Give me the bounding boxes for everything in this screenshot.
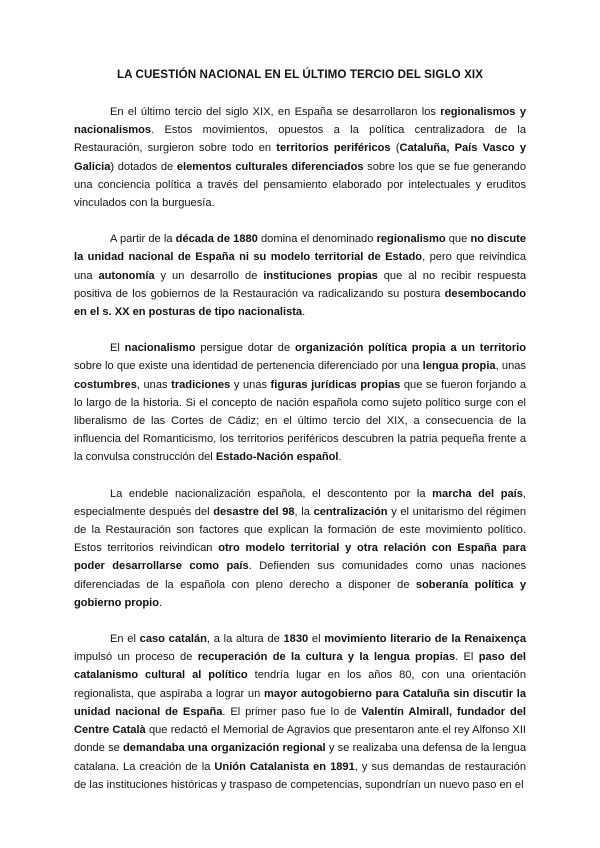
text-run: , pero que reivindica una (74, 251, 527, 282)
text-run: y unas (230, 378, 271, 391)
bold-text: nacionalismo (124, 342, 196, 355)
text-run: sobre los que se fue generando una conciencia política a través del pensamiento elaborado por intelectuales y eruditos vinculados con la burguesía. (74, 160, 526, 210)
bold-text: soberanía política y gobierno propio (74, 578, 527, 609)
document-body (74, 103, 526, 794)
text-run: . (338, 451, 342, 464)
bold-text: figuras jurídicas propias (270, 378, 401, 391)
text-run: . El (455, 651, 479, 664)
bold-text: autonomía (98, 269, 155, 282)
bold-text: tradiciones (171, 378, 231, 391)
text-run: que (445, 233, 471, 246)
text-run: , a la altura de (206, 633, 284, 646)
bold-text: instituciones propias (263, 269, 378, 282)
bold-text: Cataluña, País Vasco y Galicia (74, 142, 526, 173)
bold-text: centralización (313, 505, 388, 518)
text-run: . Estos movimientos, opuestos a la política centralizadora de la Restauración, surgieron sobre todo en (74, 124, 526, 155)
bold-text: territorios periféricos (276, 142, 391, 155)
text-run: y un desarrollo de (154, 269, 264, 282)
text-run: , especialmente después del (74, 487, 526, 518)
text-run: que redactó el Memorial de Agravios que presentaron ante el rey Alfonso XII donde se (74, 724, 526, 755)
bold-text: demandaba una organización regional (123, 742, 326, 755)
text-run: . Defienden sus comunidades como unas naciones diferenciadas de la española con pleno derecho a disponer de (74, 560, 526, 591)
paragraph-3 (74, 339, 526, 466)
bold-text: desastre del 98 (213, 505, 295, 518)
text-run: ( (390, 142, 400, 155)
text-run: persigue dotar de (195, 342, 295, 355)
text-run: , y sus demandas de restauración de las instituciones históricas y traspaso de competencias, supondrían un nuevo paso en el (74, 760, 526, 791)
bold-text: no discute la unidad nacional de España ni su modelo territorial de Estado (74, 233, 526, 264)
text-run: sobre lo que existe una identidad de pertenencia diferenciado por una (74, 360, 423, 373)
page-title: LA CUESTIÓN NACIONAL EN EL ÚLTIMO TERCIO DEL SIGLO XIX (116, 68, 484, 81)
bold-text: marcha del país (432, 487, 523, 500)
paragraph-4 (74, 485, 526, 612)
text-run: . El primer paso fue lo de (222, 705, 362, 718)
bold-text: regionalismos y nacionalismos (74, 106, 526, 137)
bold-text: organización política propia a un territorio (294, 342, 527, 355)
text-run: La endeble nacionalización española, el descontento por la (110, 487, 433, 500)
text-run: y se realizaba una defensa de la lengua catalana. La creación de la (74, 742, 526, 773)
bold-text: mayor autogobierno para Cataluña sin discutir la unidad nacional de España (74, 687, 527, 718)
bold-text: década de 1880 (175, 233, 258, 246)
bold-text: 1830 (283, 633, 309, 646)
bold-text: caso catalán (139, 633, 207, 646)
text-run: impulsó un proceso de (74, 651, 198, 664)
bold-text: desembocando en el s. XX en posturas de tipo nacionalista (74, 287, 526, 319)
bold-text: costumbres (74, 378, 137, 391)
paragraph-5 (74, 630, 526, 794)
text-run: ) dotados de (110, 160, 177, 173)
bold-text: movimiento literario de la Renaixença (324, 633, 527, 646)
bold-text: lengua propia (422, 360, 496, 373)
text-run: El (110, 342, 125, 355)
text-run: En el (110, 633, 140, 646)
bold-text: paso del catalanismo cultural al político (74, 651, 526, 682)
text-run: En el último tercio del siglo XIX, en España se desarrollaron los (110, 106, 441, 118)
text-run: y el unitarismo del régimen de la Restauración son factores que explican la formación de este movimiento político. Estos territorios reivindican (74, 505, 527, 555)
bold-text: elementos culturales diferenciados (176, 160, 364, 173)
text-run: que al no recibir respuesta positiva de los gobiernos de la Restauración va radicalizando su postura (74, 269, 526, 300)
text-run: el (308, 633, 325, 646)
text-run: tendría lugar en los años 80, con una orientación regionalista, que aspiraba a lograr un (74, 669, 526, 700)
bold-text: otro modelo territorial y otra relación con España para poder desarrollarse como país (74, 542, 526, 573)
text-run: , unas (136, 378, 172, 391)
paragraph-2 (74, 230, 526, 321)
text-run: que se fueron forjando a lo largo de la historia. Si el concepto de nación española como sujeto político surge con el liberalismo de las Cortes de Cádiz; en el último tercio del XIX, a consecuencia de la influencia del Romanticismo, los territorios periféricos descubren la patria pequeña frente a la convulsa construcción del (74, 378, 526, 464)
text-run: , unas (495, 360, 526, 373)
text-run: domina el denominado (257, 233, 377, 246)
text-run: . (159, 596, 163, 609)
bold-text: Unión Catalanista en 1891 (214, 760, 355, 773)
bold-text: recuperación de la cultura y la lengua propias (197, 651, 456, 664)
bold-text: regionalismo (376, 233, 446, 246)
text-run: . (302, 306, 306, 319)
paragraph-1 (74, 103, 526, 212)
bold-text: Estado-Nación español (215, 451, 339, 464)
bold-text: Valentín Almirall, fundador del Centre Català (74, 705, 526, 737)
text-run: , la (294, 505, 314, 518)
text-run: A partir de la (110, 233, 176, 246)
